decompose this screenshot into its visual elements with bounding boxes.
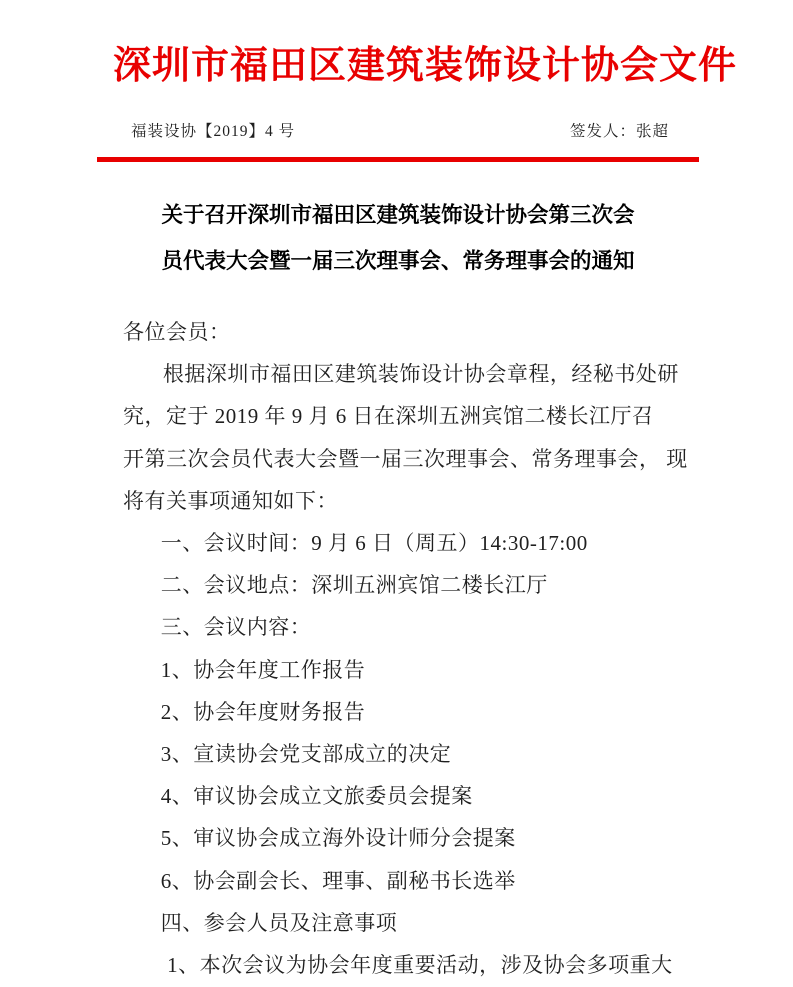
agenda-item-1: 1、协会年度工作报告: [160, 657, 366, 682]
doc-number-row: [131, 119, 669, 141]
meeting-place-item: 二、会议地点：深圳五洲宾馆二楼长江厅: [160, 573, 548, 598]
intro-paragraph-line-2: 究，定于 2019 年 9 月 6 日在深圳五洲宾馆二楼长江厅召: [123, 404, 654, 429]
doc-number: 福装设协【2019】4 号: [131, 123, 296, 140]
meeting-time-item: 一、会议时间：9 月 6 日（周五）14:30-17:00: [160, 531, 588, 556]
intro-paragraph-line-1: 根据深圳市福田区建筑装饰设计协会章程，经秘书处研: [162, 362, 679, 387]
intro-paragraph-line-4: 将有关事项通知如下：: [123, 488, 338, 513]
document-title-line1: 关于召开深圳市福田区建筑装饰设计协会第三次会: [161, 203, 635, 227]
agenda-item-3: 3、宣读协会党支部成立的决定: [160, 742, 452, 767]
intro-paragraph-line-3: 开第三次会员代表大会暨一届三次理事会、常务理事会， 现: [123, 446, 688, 471]
red-header-org-title: 深圳市福田区建筑装饰设计协会文件: [113, 45, 738, 87]
agenda-item-2: 2、协会年度财务报告: [160, 699, 366, 724]
meeting-content-heading: 三、会议内容：: [160, 615, 312, 640]
agenda-item-5: 5、审议协会成立海外设计师分会提案: [160, 826, 516, 851]
issuer-name: 签发人：张超: [569, 123, 669, 140]
agenda-item-6: 6、协会副会长、理事、副秘书长选举: [160, 868, 516, 893]
attendees-section-heading: 四、参会人员及注意事项: [160, 910, 398, 935]
agenda-item-4: 4、审议协会成立文旅委员会提案: [160, 784, 473, 809]
document-title: [123, 192, 673, 284]
document-title-line2: 员代表大会暨一届三次理事会、常务理事会的通知: [161, 249, 635, 273]
attendees-note-line-1: 1、本次会议为协会年度重要活动，涉及协会多项重大: [167, 953, 673, 978]
document-body: [123, 311, 688, 986]
salutation-line: 各位会员：: [123, 320, 231, 344]
red-divider-line: [97, 157, 699, 162]
